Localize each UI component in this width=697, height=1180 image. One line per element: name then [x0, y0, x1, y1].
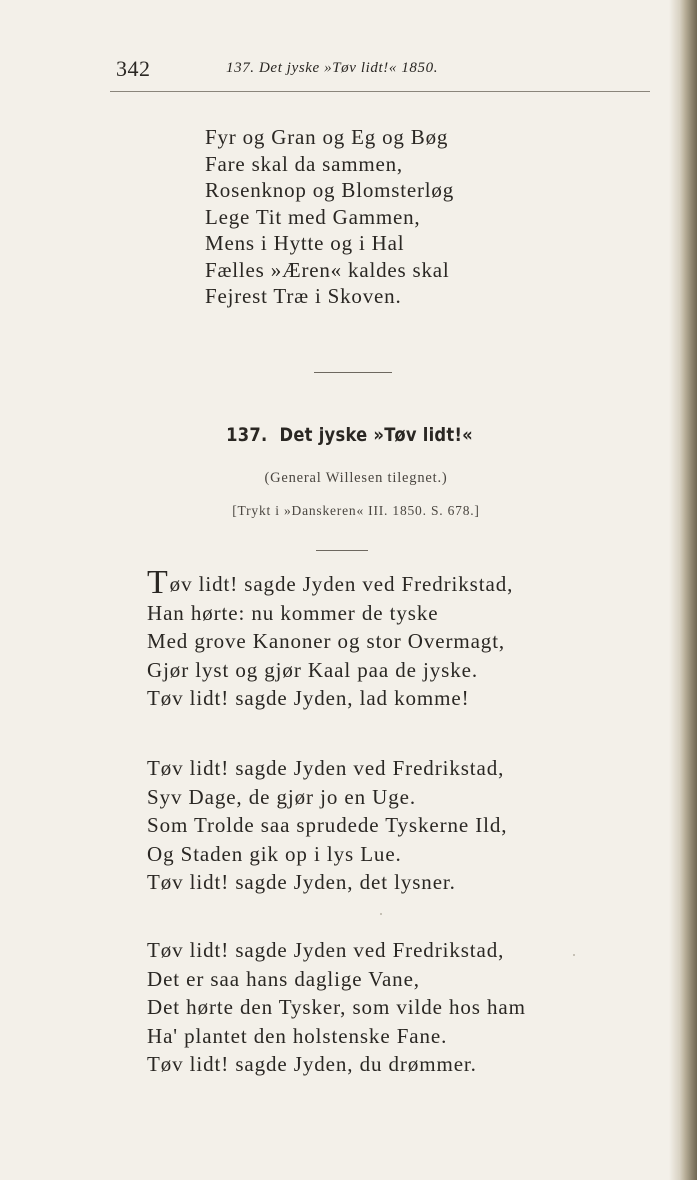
poem-line: Tøv lidt! sagde Jyden, du drømmer. [147, 1052, 477, 1076]
poem-line: Det hørte den Tysker, som vilde hos ham [147, 995, 526, 1019]
stanza-3 [147, 936, 526, 1079]
stanza-1 [147, 564, 514, 713]
page-edge [679, 0, 697, 1180]
poem-title: Det jyske »Tøv lidt!« [279, 424, 473, 446]
poem-line: Ha' plantet den holstenske Fane. [147, 1023, 448, 1048]
running-head [116, 56, 656, 86]
poem-line: Tøv lidt! sagde Jyden ved Fredrikstad, [147, 756, 505, 780]
poem-line: Tøv lidt! sagde Jyden ved Fredrikstad, [147, 938, 505, 962]
stanza-2 [147, 754, 507, 897]
title-divider [316, 550, 368, 551]
poem-line: Fyr og Gran og Eg og Bøg [205, 125, 449, 149]
page-number: 342 [116, 56, 151, 81]
poem-line: Som Trolde saa sprudede Tyskerne Ild, [147, 813, 508, 837]
paper-speck [380, 913, 382, 915]
first-line-rest: øv lidt! sagde Jyden ved Fredrikstad, [169, 572, 514, 596]
first-stanza [205, 124, 454, 310]
poem-line: Fare skal da sammen, [205, 151, 403, 176]
drop-cap: T [147, 564, 169, 601]
publication-note: [Trykt i »Danskeren« III. 1850. S. 678.] [232, 503, 480, 518]
poem-line: Syv Dage, de gjør jo en Uge. [147, 784, 416, 809]
page-gutter-shadow [669, 0, 679, 1180]
poem-dedication: (General Willesen tilegnet.) [264, 470, 448, 486]
poem-line: Fælles »Æren« kaldes skal [205, 257, 450, 282]
poem-line: Tøv lidt! sagde Jyden, lad komme! [147, 686, 470, 710]
poem-line: Og Staden gik op i lys Lue. [147, 841, 402, 866]
poem-line: Fejrest Træ i Skoven. [205, 284, 402, 308]
poem-line: Han hørte: nu kommer de tyske [147, 600, 439, 625]
poem-line: Tøv lidt! sagde Jyden, det lysner. [147, 870, 456, 894]
poem-number: 137. [226, 424, 268, 446]
header-rule [110, 91, 650, 92]
poem-line: Det er saa hans daglige Vane, [147, 966, 420, 991]
running-title: 137. Det jyske »Tøv lidt!« 1850. [226, 60, 439, 76]
section-divider [314, 372, 392, 373]
poem-line: Gjør lyst og gjør Kaal paa de jyske. [147, 657, 478, 682]
poem-heading [50, 424, 649, 446]
poem-line: Med grove Kanoner og stor Overmagt, [147, 629, 506, 653]
paper-speck [573, 954, 575, 956]
poem-line-first [147, 564, 514, 601]
poem-line: Rosenknop og Blomsterløg [205, 178, 455, 202]
poem-line: Lege Tit med Gammen, [205, 204, 421, 229]
poem-line: Mens i Hytte og i Hal [205, 231, 405, 255]
